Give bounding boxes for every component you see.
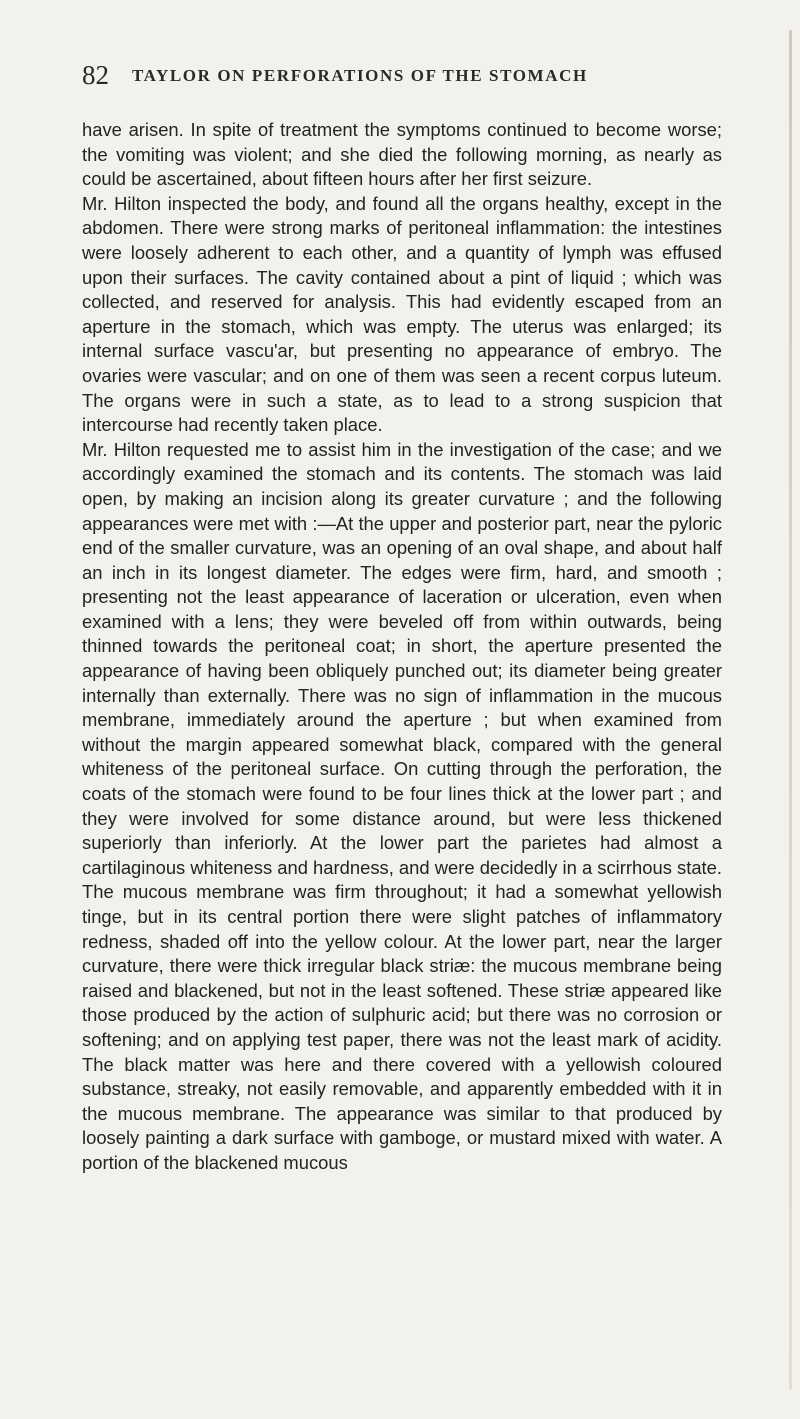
running-head: TAYLOR ON PERFORATIONS OF THE STOMACH <box>132 66 588 85</box>
page-number: 82 <box>82 60 109 90</box>
page-edge-shadow <box>789 30 792 1390</box>
paragraph: have arisen. In spite of treatment the symptoms continued to become worse; the vomiting was violent; and she died the following morning, as nearly as could be ascertained, about fifteen hours after her first seizure. <box>82 119 722 190</box>
paragraph: Mr. Hilton requested me to assist him in the investigation of the case; and we accordingly examined the stomach and its contents. The stomach was laid open, by making an incision along its greater curvature ; and the following appearances were met with :—At the upper and posterior part, near the pyloric end of the smaller curvature, was an opening of an oval shape, and about half an inch in its longest diameter. The edges were firm, hard, and smooth ; presenting not the least appearance of laceration or ulceration, even when examined with a lens; they were beveled off from within outwards, being thinned towards the peritoneal coat; in short, the aperture presented the appearance of having been obliquely punched out; its diameter being greater internally than externally. There was no sign of inflammation in the mucous membrane, immediately around the aperture ; but when examined from without the margin appeared somewhat black, compared with the general whiteness of the peritoneal surface. On cutting through the perforation, the coats of the stomach were found to be four lines thick at the lower part ; and they were involved for some distance around, but were less thickened superiorly than inferiorly. At the lower part the parietes had almost a cartilaginous whiteness and hardness, and were decidedly in a scirrhous state. The mucous membrane was firm throughout; it had a somewhat yellowish tinge, but in its central portion there were slight patches of inflammatory redness, shaded off into the yellow colour. At the lower part, near the larger curvature, there were thick irregular black striæ: the mucous membrane being raised and blackened, but not in the least softened. These striæ appeared like those produced by the action of sulphuric acid; but there was no corrosion or softening; and on applying test paper, there was not the least mark of acidity. The black matter was here and there covered with a yellowish coloured substance, streaky, not easily removable, and apparently embedded with it in the mucous membrane. The appearance was similar to that produced by loosely painting a dark surface with gamboge, or mustard mixed with water. A portion of the blackened mucous <box>82 438 722 1173</box>
body-text <box>82 118 722 1176</box>
page-header <box>82 60 722 90</box>
paragraph: Mr. Hilton inspected the body, and found all the organs healthy, except in the abdomen. There were strong marks of peritoneal inflammation: the intestines were loosely adherent to each other, and a quantity of lymph was effused upon their surfaces. The cavity contained about a pint of liquid ; which was collected, and reserved for analysis. This had evidently escaped from an aperture in the stomach, which was empty. The uterus was enlarged; its internal surface vascu'ar, but presenting no appearance of embryo. The ovaries were vascular; and on one of them was seen a recent corpus luteum. The organs were in such a state, as to lead to a strong suspicion that intercourse had recently taken place. <box>82 192 722 436</box>
